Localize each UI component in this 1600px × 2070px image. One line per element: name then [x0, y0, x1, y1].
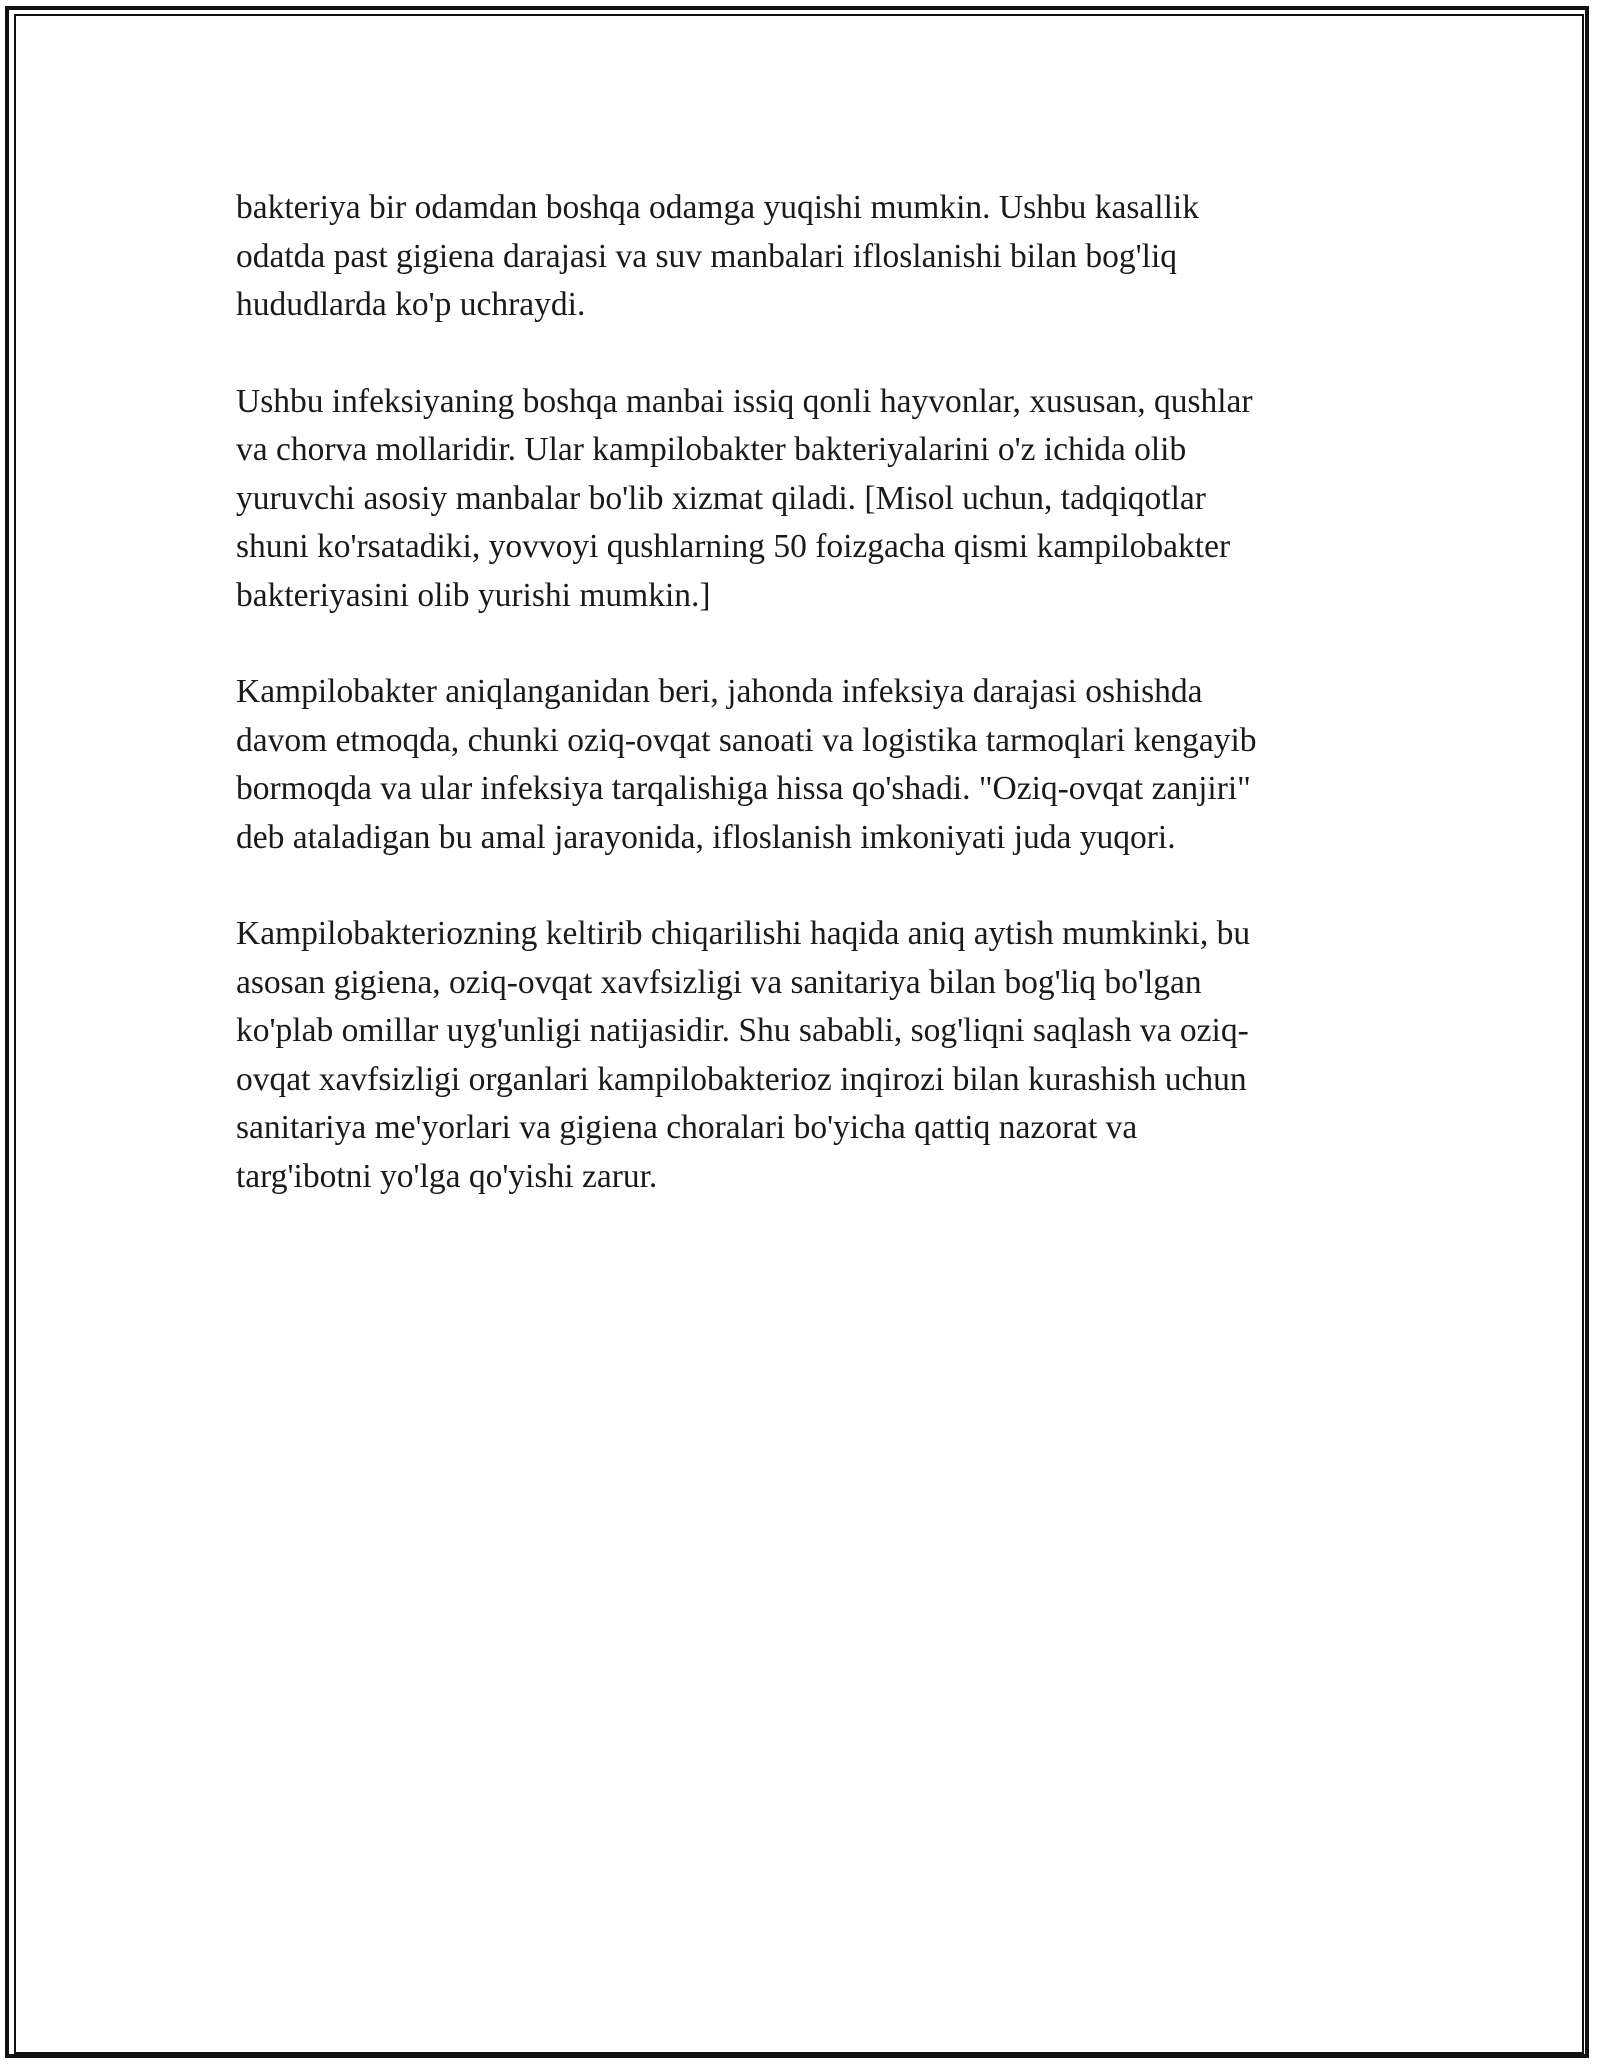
- text-line: sanitariya me'yorlari va gigiena choralari bo'yicha qattiq nazorat va: [236, 1109, 1138, 1146]
- text-line: shuni ko'rsatadiki, yovvoyi qushlarning 50 foizgacha qismi kampilobakter: [236, 528, 1231, 565]
- text-line: bakteriyasini olib yurishi mumkin.]: [236, 576, 711, 614]
- text-line: davom etmoqda, chunki oziq-ovqat sanoati va logistika tarmoqlari kengayib: [236, 721, 1257, 759]
- text-line: Kampilobakter aniqlanganidan beri, jahonda infeksiya darajasi oshishda: [236, 673, 1203, 710]
- text-line: deb ataladigan bu amal jarayonida, ifloslanish imkoniyati juda yuqori.: [236, 818, 1176, 856]
- text-line: Ushbu infeksiyaning boshqa manbai issiq qonli hayvonlar, xususan, qushlar: [236, 382, 1253, 420]
- paragraph-3: [236, 668, 1366, 862]
- paragraph-1: [236, 184, 1366, 330]
- text-line: hududlarda ko'p uchraydi.: [236, 286, 586, 323]
- text-line: yuruvchi asosiy manbalar bo'lib xizmat qiladi. [Misol uchun, tadqiqotlar: [236, 479, 1206, 517]
- document-body: [236, 184, 1366, 1249]
- text-line: va chorva mollaridir. Ular kampilobakter bakteriyalarini o'z ichida olib: [236, 431, 1187, 468]
- text-line: bormoqda va ular infeksiya tarqalishiga hissa qo'shadi. "Oziq-ovqat zanjiri": [236, 770, 1251, 807]
- text-line: Kampilobakteriozning keltirib chiqarilishi haqida aniq aytish mumkinki, bu: [236, 915, 1251, 952]
- text-line: ko'plab omillar uyg'unligi natijasidir. Shu sababli, sog'liqni saqlash va oziq-: [236, 1012, 1249, 1049]
- text-line: asosan gigiena, oziq-ovqat xavfsizligi va sanitariya bilan bog'liq bo'lgan: [236, 963, 1202, 1001]
- paragraph-2: [236, 378, 1366, 621]
- paragraph-4: [236, 910, 1366, 1201]
- text-line: ovqat xavfsizligi organlari kampilobakterioz inqirozi bilan kurashish uchun: [236, 1060, 1247, 1098]
- text-line: bakteriya bir odamdan boshqa odamga yuqishi mumkin. Ushbu kasallik: [236, 189, 1199, 226]
- text-line: targ'ibotni yo'lga qo'yishi zarur.: [236, 1157, 658, 1195]
- text-line: odatda past gigiena darajasi va suv manbalari ifloslanishi bilan bog'liq: [236, 237, 1178, 275]
